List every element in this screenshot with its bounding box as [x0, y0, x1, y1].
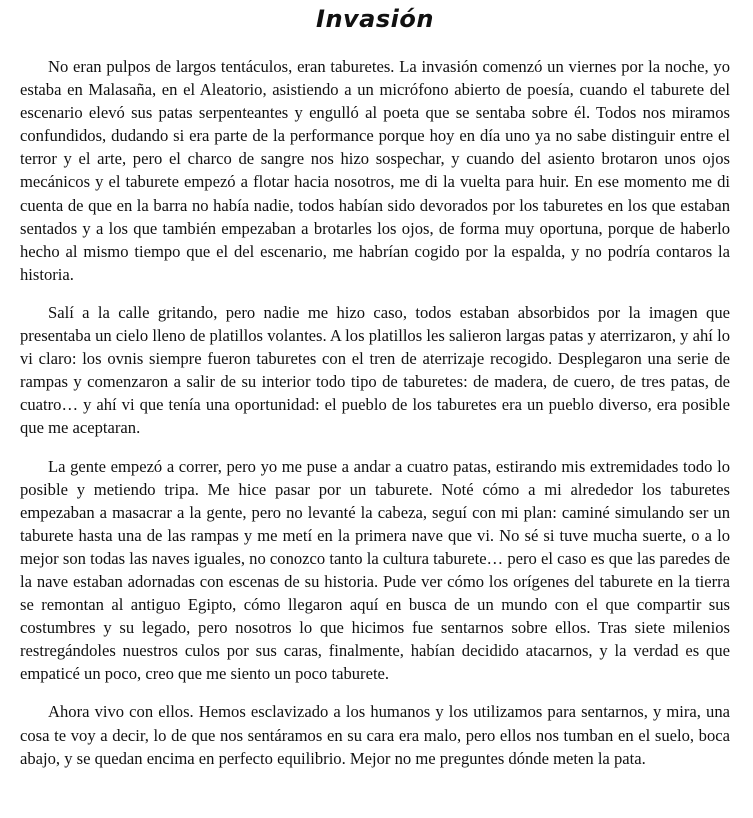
paragraph-1: No eran pulpos de largos tentáculos, eran taburetes. La invasión comenzó un viernes por la noche, yo estaba en Malasaña, en el Aleatorio, asistiendo a un micrófono abierto de poesía, cuando el taburete del escenario elevó sus patas serpenteantes y engulló al poeta que se sentaba sobre él. Todos nos miramos confundidos, dudando si era parte de la performance porque hoy en día uno ya no sabe distinguir entre el terror y el arte, pero el charco de sangre nos hizo sospechar, y cuando del asiento brotaron unos ojos mecánicos y el taburete empezó a flotar hacia nosotros, me di la vuelta para huir. En ese momento me di cuenta de que en la barra no había nadie, todos habían sido devorados por los taburetes en los que estaban sentados y a los que también empezaban a brotarles los ojos, de forma muy oportuna, porque de haberlo hecho al mismo tiempo que el del escenario, me habrían cogido por la espalda, y no podría contaros la historia.: [20, 57, 730, 284]
paragraph-2: Salí a la calle gritando, pero nadie me hizo caso, todos estaban absorbidos por la imagen que presentaba un cielo lleno de platillos volantes. A los platillos les salieron largas patas y aterrizaron, y ahí lo vi claro: los ovnis siempre fueron taburetes con el tren de aterrizaje recogido. Desplegaron una serie de rampas y comenzaron a salir de su interior todo tipo de taburetes: de madera, de cuero, de tres patas, de cuatro… y ahí vi que tenía una oportunidad: el pueblo de los taburetes era un pueblo diverso, era posible que me aceptaran.: [20, 302, 730, 438]
document-title: Invasión: [316, 5, 434, 33]
paragraph-4: Ahora vivo con ellos. Hemos esclavizado a los humanos y los utilizamos para sentarnos, y mira, una cosa te voy a decir, lo de que nos sentáramos en su cara era malo, pero ellos nos tumban en el suelo, boca abajo, y se quedan encima en perfecto equilibrio. Mejor no me preguntes dónde meten la pata.: [20, 702, 730, 768]
paragraph-3: La gente empezó a correr, pero yo me puse a andar a cuatro patas, estirando mis extremidades todo lo posible y metiendo tripa. Me hice pasar por un taburete. Noté cómo a mi alrededor los taburetes empezaban a masacrar a la gente, pero no levanté la cabeza, seguí con mi plan: caminé simulando ser un taburete hasta una de las rampas y me metí en la primera nave que vi. No sé si tuve mucha suerte, o a lo mejor son todas las naves iguales, no conozco tanto la cultura taburete… pero el caso es que las paredes de la nave estaban adornadas con escenas de su historia. Pude ver cómo los orígenes del taburete en la tierra se remontan al antiguo Egipto, cómo llegaron aquí en busca de un mundo con el que compartir sus costumbres y su legado, pero nosotros lo que hicimos fue sentarnos sobre ellos. Tras siete milenios restregándoles nuestros culos por sus caras, finalmente, habían decidido atacarnos, y la verdad es que empaticé un poco, creo que me siento un poco taburete.: [20, 456, 730, 684]
document-page: [20, 0, 730, 785]
